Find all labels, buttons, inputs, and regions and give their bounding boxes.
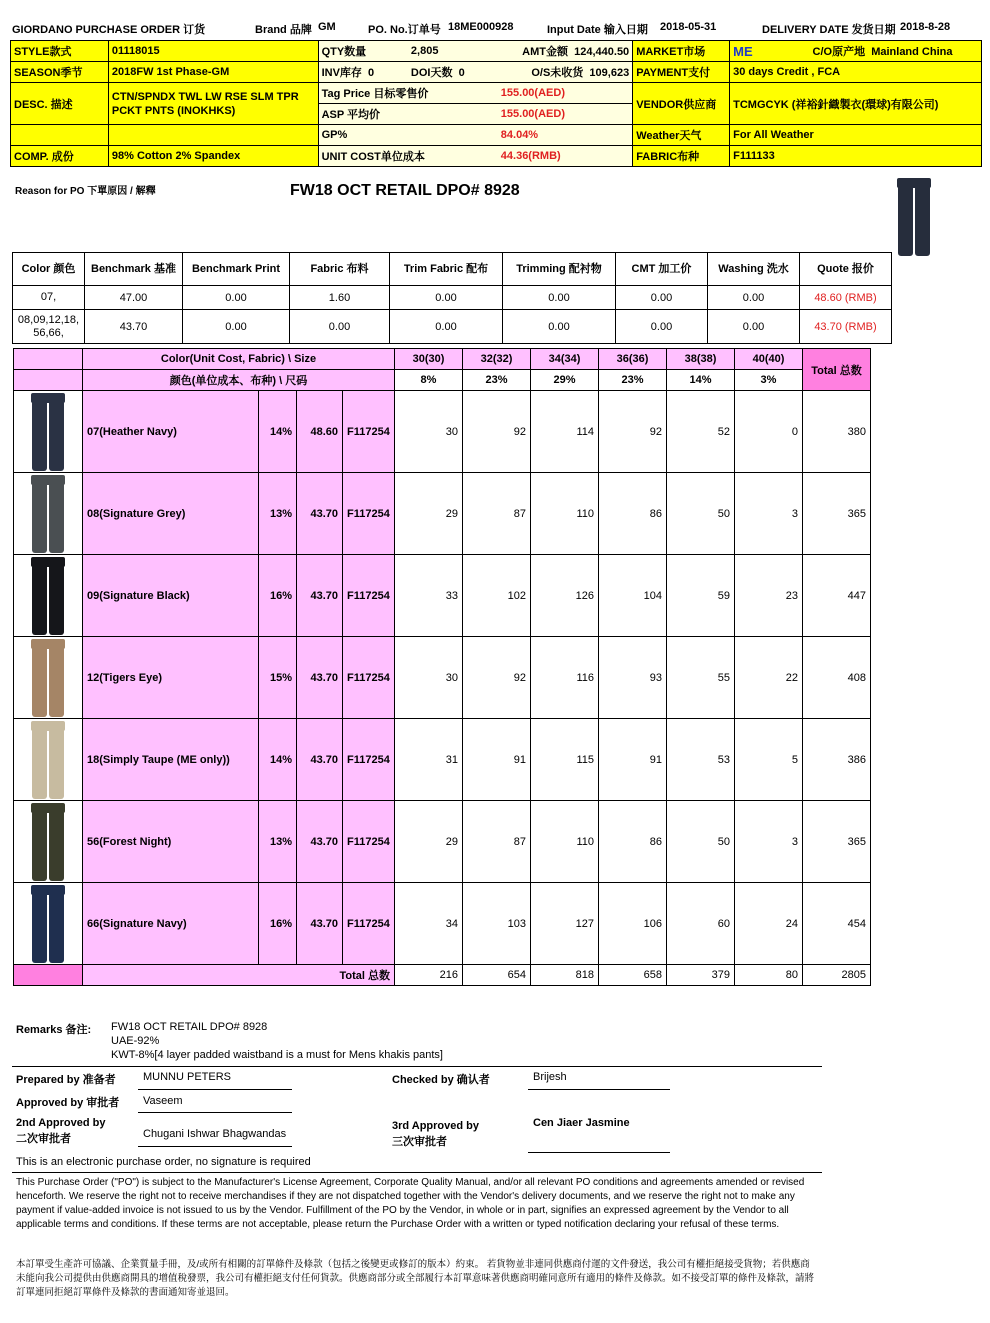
cost-header-cell: Trim Fabric 配布	[390, 253, 503, 286]
cost-cell: 0.00	[183, 286, 290, 310]
qty-cell: 53	[667, 719, 735, 801]
cost-cell: 0.00	[183, 310, 290, 344]
footer-total: 654	[463, 965, 531, 986]
signature-line	[138, 1089, 292, 1090]
divider	[12, 1172, 822, 1173]
payment-value: 30 days Credit , FCA	[730, 62, 982, 83]
fabric-value: F111133	[730, 146, 982, 167]
os-label: O/S未收货	[531, 67, 584, 79]
delivery-date: 2018-8-28	[900, 21, 951, 33]
size-breakdown-table	[13, 348, 871, 986]
qty-cell: 91	[463, 719, 531, 801]
gp-label: GP%	[318, 125, 498, 146]
qty-cell: 34	[395, 883, 463, 965]
signature-line	[528, 1089, 670, 1090]
cost-header-cell: Trimming 配衬物	[503, 253, 616, 286]
color-name: 09(Signature Black)	[83, 555, 259, 637]
third-approved-value: Cen Jiaer Jasmine	[533, 1117, 630, 1129]
qty-cell: 115	[531, 719, 599, 801]
size-row	[14, 637, 871, 719]
size-row	[14, 555, 871, 637]
color-unit-cost: 43.70	[297, 719, 343, 801]
size-row	[14, 883, 871, 965]
cost-header-cell: Color 颜色	[13, 253, 85, 286]
payment-label: PAYMENT支付	[633, 62, 730, 83]
prepared-value: MUNNU PETERS	[143, 1071, 232, 1083]
third-approved-label-cn: 三次审批者	[392, 1136, 447, 1148]
qty-cell: 5	[735, 719, 803, 801]
comp-label: COMP. 成份	[11, 146, 109, 167]
qty-cell: 92	[463, 637, 531, 719]
desc-label: DESC. 描述	[11, 83, 109, 125]
qty-value: 2,805	[410, 45, 439, 57]
signature-line	[528, 1152, 670, 1153]
qty-label: QTY数量	[321, 46, 367, 58]
qty-cell: 86	[599, 473, 667, 555]
cost-cell: 0.00	[390, 286, 503, 310]
tag-value: 155.00(AED)	[498, 83, 633, 104]
footer-total: 80	[735, 965, 803, 986]
color-fabric: F117254	[343, 637, 395, 719]
qty-cell: 30	[395, 637, 463, 719]
swatch-thumbnail	[14, 801, 83, 883]
color-name: 12(Tigers Eye)	[83, 637, 259, 719]
footer-total: 658	[599, 965, 667, 986]
qty-cell: 114	[531, 391, 599, 473]
qty-cell: 60	[667, 883, 735, 965]
size-header-en: Color(Unit Cost, Fabric) \ Size	[83, 349, 395, 370]
gp-value: 84.04%	[498, 125, 633, 146]
doi-value: 0	[458, 67, 465, 79]
cost-cell: 0.00	[390, 310, 503, 344]
delivery-date-label: DELIVERY DATE 发货日期	[762, 24, 896, 36]
color-fabric: F117254	[343, 555, 395, 637]
qty-cell: 92	[463, 391, 531, 473]
color-unit-cost: 48.60	[297, 391, 343, 473]
row-total: 454	[803, 883, 871, 965]
divider	[12, 1066, 822, 1067]
second-approved-value: Chugani Ishwar Bhagwandas	[143, 1128, 287, 1140]
size-ratio: 23%	[463, 370, 531, 391]
po-info-table	[10, 40, 982, 167]
style-label: STYLE款式	[11, 41, 109, 62]
signature-line	[138, 1112, 292, 1113]
qty-cell: 87	[463, 801, 531, 883]
checked-label: Checked by 确认者	[392, 1074, 490, 1086]
color-unit-cost: 43.70	[297, 883, 343, 965]
qty-cell: 33	[395, 555, 463, 637]
cost-cell: 07,	[13, 286, 85, 310]
qty-cell: 0	[735, 391, 803, 473]
checked-value: Brijesh	[533, 1071, 567, 1083]
size-header-cn: 颜色(单位成本、布种) \ 尺码	[83, 370, 395, 391]
signature-line	[138, 1146, 292, 1147]
size-ratio: 29%	[531, 370, 599, 391]
os-value: 109,623	[589, 67, 630, 79]
asp-value: 155.00(AED)	[498, 104, 633, 125]
swatch-thumbnail	[14, 391, 83, 473]
product-image	[897, 178, 931, 260]
swatch-thumbnail	[14, 883, 83, 965]
cost-header-cell: Benchmark 基准	[85, 253, 183, 286]
footer-total-label: Total 总数	[83, 965, 395, 986]
size-label: 32(32)	[463, 349, 531, 370]
color-fabric: F117254	[343, 719, 395, 801]
color-name: 18(Simply Taupe (ME only))	[83, 719, 259, 801]
qty-cell: 106	[599, 883, 667, 965]
color-pct: 13%	[259, 473, 297, 555]
size-ratio: 23%	[599, 370, 667, 391]
size-row	[14, 473, 871, 555]
cost-header-cell: Quote 报价	[800, 253, 892, 286]
second-approved-label-en: 2nd Approved by	[16, 1117, 106, 1129]
size-row	[14, 719, 871, 801]
unit-cost-value: 44.36(RMB)	[498, 146, 633, 167]
cost-cell: 1.60	[290, 286, 390, 310]
co-value: Mainland China	[871, 46, 953, 58]
cost-row	[13, 310, 892, 344]
po-title: FW18 OCT RETAIL DPO# 8928	[290, 182, 520, 199]
style-value: 01118015	[108, 41, 318, 62]
cost-cell: 0.00	[290, 310, 390, 344]
row-total: 447	[803, 555, 871, 637]
qty-cell: 87	[463, 473, 531, 555]
weather-value: For All Weather	[730, 125, 982, 146]
comp-value: 98% Cotton 2% Spandex	[108, 146, 318, 167]
qty-cell: 102	[463, 555, 531, 637]
asp-label: ASP 平均价	[318, 104, 498, 125]
size-label: 34(34)	[531, 349, 599, 370]
size-label: 38(38)	[667, 349, 735, 370]
size-label: 36(36)	[599, 349, 667, 370]
quote-cell: 43.70 (RMB)	[800, 310, 892, 344]
electronic-note: This is an electronic purchase order, no signature is required	[16, 1156, 311, 1168]
color-unit-cost: 43.70	[297, 555, 343, 637]
po-label: PO. No.订单号	[368, 24, 441, 36]
color-pct: 14%	[259, 391, 297, 473]
tag-label: Tag Price 目标零售价	[318, 83, 498, 104]
qty-cell: 92	[599, 391, 667, 473]
color-name: 08(Signature Grey)	[83, 473, 259, 555]
approved-value: Vaseem	[143, 1095, 183, 1107]
prepared-label: Prepared by 准备者	[16, 1074, 116, 1086]
po-number: 18ME000928	[448, 21, 514, 33]
legal-text-cn: 本訂單受生產許可協議、企業質量手冊，及/或所有相關的訂單條件及條款（包括之後變更或修訂的版本）約束。 若貨物並非連同供應商付運的文件發送，我公司有權拒絕接受貨物；若供應商未能向我公司提供由供應商開具的增值稅發票，我公司有權拒絕支付任何貨款。供應商部分或全部履行本訂單意味著供應商明確同意所有適用的條件及條款。如不接受訂單的條件及條款，請將訂單連同拒絕訂單條件及條款的書面通知寄並退回。	[16, 1259, 815, 1298]
swatch-thumbnail	[14, 473, 83, 555]
swatch-thumbnail	[14, 719, 83, 801]
qty-cell: 50	[667, 473, 735, 555]
row-total: 365	[803, 801, 871, 883]
size-label: 30(30)	[395, 349, 463, 370]
cost-header-cell: Fabric 布料	[290, 253, 390, 286]
cost-header-cell: Washing 洗水	[708, 253, 800, 286]
inv-label: INV库存	[321, 67, 362, 79]
doi-label: DOI天数	[410, 67, 453, 79]
size-label: 40(40)	[735, 349, 803, 370]
remarks-line: UAE-92%	[111, 1035, 160, 1047]
season-value: 2018FW 1st Phase-GM	[108, 62, 318, 83]
color-unit-cost: 43.70	[297, 801, 343, 883]
total-header: Total 总数	[803, 349, 871, 391]
qty-cell: 86	[599, 801, 667, 883]
qty-cell: 126	[531, 555, 599, 637]
co-label: C/O原产地	[812, 46, 866, 58]
market-value: ME	[733, 43, 753, 59]
brand-label: Brand 品牌	[255, 24, 312, 36]
amt-value: 124,440.50	[574, 46, 630, 58]
size-ratio: 14%	[667, 370, 735, 391]
color-name: 66(Signature Navy)	[83, 883, 259, 965]
color-unit-cost: 43.70	[297, 473, 343, 555]
cost-cell: 08,09,12,18, 56,66,	[13, 310, 85, 344]
qty-cell: 29	[395, 801, 463, 883]
row-total: 365	[803, 473, 871, 555]
qty-cell: 22	[735, 637, 803, 719]
color-fabric: F117254	[343, 391, 395, 473]
color-pct: 16%	[259, 555, 297, 637]
season-label: SEASON季节	[11, 62, 109, 83]
approved-label: Approved by 审批者	[16, 1097, 120, 1109]
cost-breakdown-table	[12, 252, 892, 344]
color-pct: 16%	[259, 883, 297, 965]
cost-header-cell: Benchmark Print	[183, 253, 290, 286]
qty-cell: 30	[395, 391, 463, 473]
footer-total: 379	[667, 965, 735, 986]
color-pct: 13%	[259, 801, 297, 883]
footer-total: 818	[531, 965, 599, 986]
qty-cell: 50	[667, 801, 735, 883]
color-pct: 14%	[259, 719, 297, 801]
color-fabric: F117254	[343, 883, 395, 965]
grand-total: 2805	[803, 965, 871, 986]
cost-cell: 0.00	[708, 286, 800, 310]
swatch-thumbnail	[14, 637, 83, 719]
cost-cell: 0.00	[503, 310, 616, 344]
size-ratio: 8%	[395, 370, 463, 391]
legal-text-en: This Purchase Order ("PO") is subject to the Manufacturer's License Agreement, Corporate Quality Manual, and/or all relevant PO conditions and agreements amended or revised henceforth. We reserve the right not to receive merchandises if they are not dispatched together with the Vendor's delivery documents, and we reserve the right not to make any payment if value-added invoice is not issued to us by the Vendor. Fulfillment of the PO by the Vendor, in whole or in part, signifies an expressed agreement by the Vendor to all applicable terms and conditions. If these terms are not acceptable, please return the Purchase Order with a written or typed notification declaring your refusal of these terms.	[16, 1177, 805, 1230]
qty-cell: 59	[667, 555, 735, 637]
qty-cell: 29	[395, 473, 463, 555]
input-date-label: Input Date 输入日期	[547, 24, 648, 36]
qty-cell: 93	[599, 637, 667, 719]
vendor-value: TCMGCYK (祥裕針織製衣(環球)有限公司)	[730, 83, 982, 125]
desc-value: CTN/SPNDX TWL LW RSE SLM TPR PCKT PNTS (INOKHKS)	[108, 83, 318, 125]
cost-cell: 0.00	[708, 310, 800, 344]
amt-label: AMT金额	[522, 46, 568, 58]
unit-cost-label: UNIT COST单位成本	[318, 146, 498, 167]
color-fabric: F117254	[343, 473, 395, 555]
cost-row	[13, 286, 892, 310]
cost-cell: 0.00	[616, 286, 708, 310]
color-unit-cost: 43.70	[297, 637, 343, 719]
color-fabric: F117254	[343, 801, 395, 883]
fabric-label: FABRIC布种	[633, 146, 730, 167]
swatch-thumbnail	[14, 555, 83, 637]
qty-cell: 110	[531, 473, 599, 555]
size-row	[14, 801, 871, 883]
qty-cell: 23	[735, 555, 803, 637]
footer-total: 216	[395, 965, 463, 986]
qty-cell: 3	[735, 473, 803, 555]
size-ratio: 3%	[735, 370, 803, 391]
row-total: 386	[803, 719, 871, 801]
brand-value: GM	[318, 21, 336, 33]
second-approved-label-cn: 二次审批者	[16, 1133, 71, 1145]
vendor-label: VENDOR供应商	[633, 83, 730, 125]
qty-cell: 91	[599, 719, 667, 801]
cost-cell: 43.70	[85, 310, 183, 344]
market-label: MARKET市场	[633, 41, 730, 62]
qty-cell: 24	[735, 883, 803, 965]
third-approved-label-en: 3rd Approved by	[392, 1120, 479, 1132]
remarks-line: KWT-8%[4 layer padded waistband is a must for Mens khakis pants]	[111, 1049, 443, 1061]
reason-label: Reason for PO 下單原因 / 解釋	[15, 186, 156, 197]
qty-cell: 31	[395, 719, 463, 801]
qty-cell: 116	[531, 637, 599, 719]
qty-cell: 110	[531, 801, 599, 883]
cost-cell: 47.00	[85, 286, 183, 310]
remarks-line: FW18 OCT RETAIL DPO# 8928	[111, 1021, 268, 1033]
qty-cell: 127	[531, 883, 599, 965]
row-total: 408	[803, 637, 871, 719]
inv-value: 0	[368, 67, 375, 79]
color-name: 56(Forest Night)	[83, 801, 259, 883]
weather-label: Weather天气	[633, 125, 730, 146]
remarks-label: Remarks 备注:	[16, 1024, 92, 1036]
quote-cell: 48.60 (RMB)	[800, 286, 892, 310]
qty-cell: 104	[599, 555, 667, 637]
qty-cell: 103	[463, 883, 531, 965]
qty-cell: 52	[667, 391, 735, 473]
size-row	[14, 391, 871, 473]
row-total: 380	[803, 391, 871, 473]
qty-cell: 3	[735, 801, 803, 883]
input-date: 2018-05-31	[660, 21, 717, 33]
color-name: 07(Heather Navy)	[83, 391, 259, 473]
cost-header-cell: CMT 加工价	[616, 253, 708, 286]
qty-cell: 55	[667, 637, 735, 719]
color-pct: 15%	[259, 637, 297, 719]
cost-cell: 0.00	[503, 286, 616, 310]
company-title: GIORDANO PURCHASE ORDER 订货	[12, 24, 206, 36]
cost-cell: 0.00	[616, 310, 708, 344]
